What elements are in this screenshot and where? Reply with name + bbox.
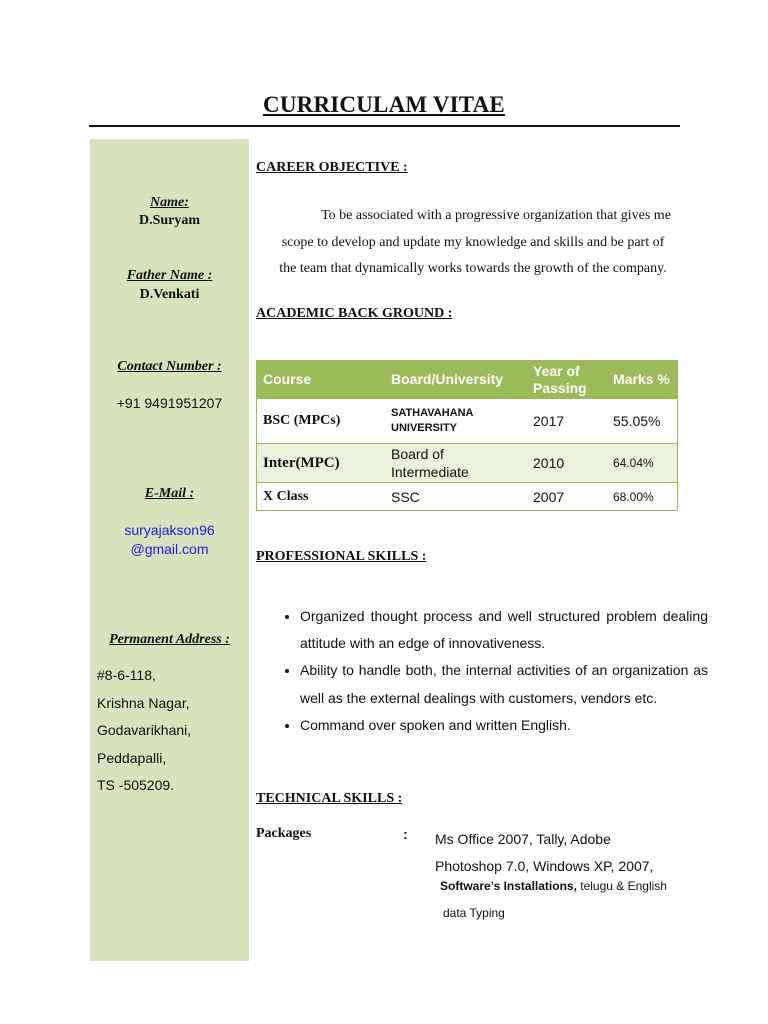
- table-row: [257, 444, 678, 483]
- column-header: Board/University: [385, 361, 527, 399]
- email-label: E-Mail :: [144, 486, 195, 501]
- list-item: • Organized thought process and well structured problem dealing attitude with an edge of innovativeness.: [300, 603, 708, 657]
- father-name-label: Father Name :: [126, 268, 213, 283]
- title-rule: [89, 125, 680, 127]
- table-row: [257, 399, 678, 444]
- column-header: Course: [257, 361, 386, 399]
- personal-details-sidebar: [90, 139, 249, 961]
- table-cell: 2017: [527, 399, 607, 444]
- table-cell: 2007: [527, 483, 607, 511]
- table-header-row: [257, 361, 678, 399]
- email-line-2: @gmail.com: [130, 541, 209, 557]
- table-cell: 55.05%: [607, 399, 678, 444]
- table-row: [257, 483, 678, 511]
- address-line: Peddapalli,: [97, 749, 167, 766]
- table-cell: 64.04%: [607, 444, 678, 483]
- address-line: Godavarikhani,: [97, 722, 192, 738]
- column-header: Year of Passing: [527, 361, 607, 399]
- table-cell: BSC (MPCs): [257, 399, 386, 444]
- packages-line: Photoshop 7.0, Windows XP, 2007,: [435, 858, 654, 874]
- professional-skills-heading: PROFESSIONAL SKILLS :: [256, 549, 427, 564]
- technical-skills-heading: TECHNICAL SKILLS :: [256, 791, 403, 806]
- packages-colon: :: [403, 826, 408, 842]
- table-cell: SSC: [385, 483, 527, 511]
- objective-line: scope to develop and update my knowledge and skills and be part of: [281, 234, 665, 250]
- table-cell: Board of Intermediate: [385, 444, 527, 483]
- list-item: • Ability to handle both, the internal activities of an organization as well as the external dealings with customers, vendors etc.: [300, 657, 708, 711]
- address-line: Krishna Nagar,: [97, 694, 190, 711]
- career-objective-text: [258, 203, 688, 283]
- contact-number-value: +91 9491951207: [116, 395, 223, 411]
- father-name-value: D.Venkati: [139, 287, 200, 302]
- professional-skills-list: [280, 603, 708, 739]
- objective-line: To be associated with a progressive organization that gives me: [321, 208, 671, 223]
- packages-line: data Typing: [443, 906, 505, 920]
- packages-line: [440, 879, 667, 893]
- software-installations-text: Software’s Installations,: [440, 879, 577, 893]
- table-cell: Inter(MPC): [257, 444, 386, 483]
- objective-line: the team that dynamically works towards the growth of the company.: [279, 261, 667, 276]
- name-label: Name:: [150, 195, 189, 210]
- packages-value: [435, 826, 695, 880]
- name-value: D.Suryam: [138, 213, 201, 228]
- career-objective-heading: CAREER OBJECTIVE :: [256, 160, 408, 175]
- contact-number-label: Contact Number :: [117, 359, 222, 374]
- table-cell: X Class: [257, 483, 386, 511]
- email-line-1: suryajakson96: [124, 522, 215, 538]
- list-item: • Command over spoken and written English.: [300, 712, 708, 739]
- table-cell: SATHAVAHANA UNIVERSITY: [385, 399, 527, 444]
- email-link[interactable]: [90, 521, 249, 559]
- address-line: TS -505209.: [97, 777, 175, 793]
- table-cell: 2010: [527, 444, 607, 483]
- address-line: #8-6-118,: [97, 667, 156, 683]
- academic-background-heading: ACADEMIC BACK GROUND :: [256, 306, 453, 321]
- packages-line: Ms Office 2007, Tally, Adobe: [435, 831, 611, 847]
- document-title: CURRICULAM VITAE: [263, 92, 505, 117]
- table-cell: 68.00%: [607, 483, 678, 511]
- packages-label: Packages: [256, 826, 312, 841]
- permanent-address-label: Permanent Address :: [109, 632, 230, 647]
- academic-table: [256, 360, 678, 511]
- column-header: Marks %: [607, 361, 678, 399]
- typing-languages-text: telugu & English: [576, 879, 667, 893]
- permanent-address: [97, 662, 191, 800]
